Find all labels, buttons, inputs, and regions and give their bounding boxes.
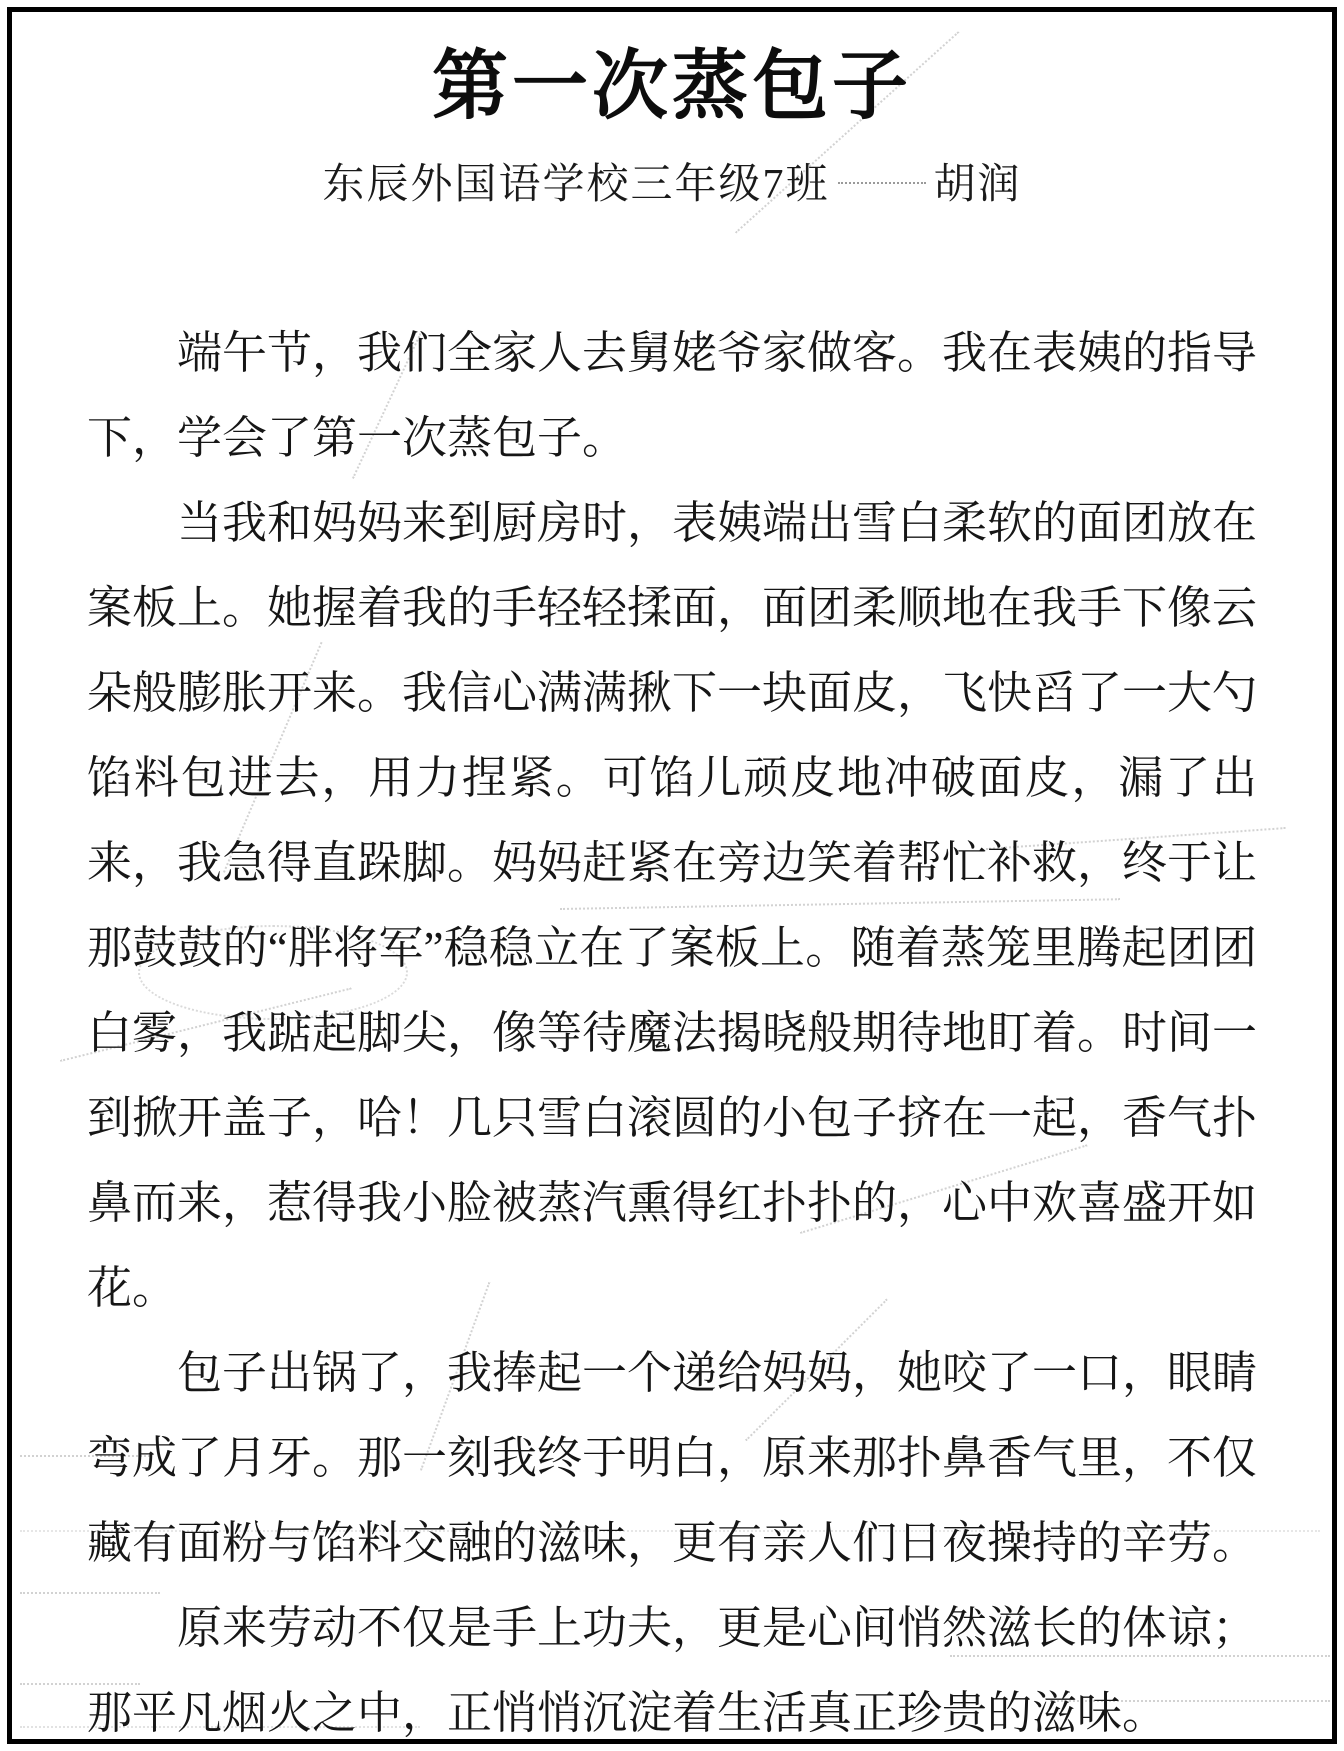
byline-author: 胡润 bbox=[933, 162, 1022, 208]
byline-dotted-gap bbox=[838, 182, 926, 184]
essay-paragraph-2: 当我和妈妈来到厨房时，表姨端出雪白柔软的面团放在案板上。她握着我的手轻轻揉面，面团柔顺地在我手下像云朵般膨胀开来。我信心满满揪下一块面皮，飞快舀了一大勺馅料包进去，用力捏紧。可馅儿顽皮地冲破面皮，漏了出来，我急得直跺脚。妈妈赶紧在旁边笑着帮忙补救，终于让那鼓鼓的“胖将军”稳稳立在了案板上。随着蒸笼里腾起团团白雾，我踮起脚尖，像等待魔法揭晓般期待地盯着。时间一到掀开盖子，哈！几只雪白滚圆的小包子挤在一起，香气扑鼻而来，惹得我小脸被蒸汽熏得红扑扑的，心中欢喜盛开如花。 bbox=[87, 498, 1258, 1313]
essay-paragraph-3: 包子出锅了，我捧起一个递给妈妈，她咬了一口，眼睛弯成了月牙。那一刻我终于明白，原来那扑鼻香气里，不仅藏有面粉与馅料交融的滋味，更有亲人们日夜操持的辛劳。 bbox=[87, 1348, 1258, 1568]
essay-byline bbox=[0, 151, 1344, 211]
byline-school-class: 东辰外国语学校三年级7班 bbox=[322, 162, 830, 208]
essay-paragraph-1: 端午节，我们全家人去舅姥爷家做客。我在表姨的指导下，学会了第一次蒸包子。 bbox=[87, 328, 1258, 463]
essay-paragraph-4: 原来劳动不仅是手上功夫，更是心间悄然滋长的体谅；那平凡烟火之中，正悄悄沉淀着生活真正珍贵的滋味。 bbox=[87, 1603, 1258, 1738]
essay-title: 第一次蒸包子 bbox=[432, 45, 912, 129]
essay-body bbox=[87, 311, 1257, 1751]
